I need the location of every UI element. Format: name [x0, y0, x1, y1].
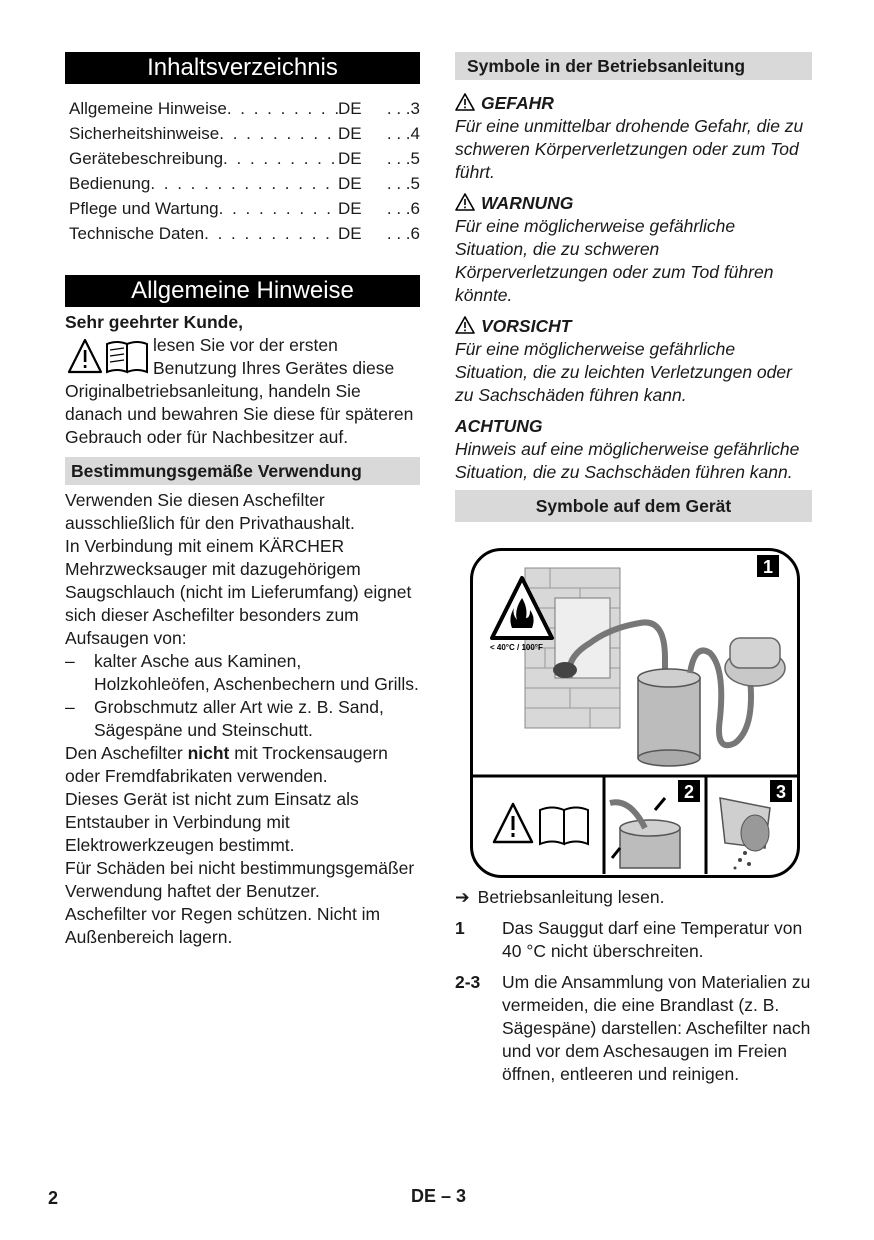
usage-p6: Aschefilter vor Regen schützen. Nicht im Außenbereich lagern.	[65, 904, 381, 947]
toc-entry[interactable]	[69, 146, 420, 171]
toc-entry-lang: DE	[338, 199, 362, 218]
device-symbol-item-1	[455, 917, 815, 963]
warnung-label: WARNUNG	[481, 193, 574, 213]
usage-p2: In Verbindung mit einem KÄRCHER Mehrzwecksauger mit dazugehörigem Saugschlauch (nicht im Lieferumfang) eignet sich dieser Aschefilter besonders zum Aufsaugen von:	[65, 536, 412, 648]
temperature-label: < 40°C / 100°F	[490, 643, 543, 652]
right-column	[455, 52, 812, 522]
toc-entry-label: Sicherheitshinweise	[69, 124, 220, 143]
symbols-manual-heading: Symbole in der Betriebsanleitung	[455, 52, 812, 80]
toc-entry-label: Allgemeine Hinweise	[69, 99, 227, 118]
toc-entry-label: Bedienung	[69, 174, 151, 193]
symbol-warnung	[455, 192, 812, 307]
panel-number-3: 3	[775, 782, 787, 802]
intro-block	[65, 334, 420, 449]
warning-icon	[455, 316, 475, 334]
toc-entry-page: . . .5	[386, 174, 420, 193]
warnung-text: Für eine möglicherweise gefährliche Situation, die zu schweren Körperverletzungen oder zum Tod führen könnte.	[455, 216, 774, 305]
arrow-right-icon: ➔	[455, 887, 470, 907]
list-item: – Grobschmutz aller Art wie z. B. Sand, Sägespäne und Steinschutt.	[65, 696, 420, 742]
toc-entry-label: Pflege und Wartung	[69, 199, 219, 218]
toc-entry-lang: DE	[338, 149, 362, 168]
list-item: – kalter Asche aus Kaminen, Holzkohleöfen, Aschenbechern und Grills.	[65, 650, 420, 696]
toc-entry[interactable]	[69, 121, 420, 146]
toc-entry-page: . . .4	[386, 124, 420, 143]
item-number: 2-3	[455, 972, 481, 992]
toc-entry-label: Gerätebeschreibung	[69, 149, 224, 168]
toc-entry-label: Technische Daten	[69, 224, 205, 243]
item-text: Das Sauggut darf eine Temperatur von 40 °C nicht überschreiten.	[502, 918, 803, 961]
page-label: DE – 3	[411, 1186, 467, 1206]
toc-entry-lang: DE	[338, 124, 362, 143]
toc-entry[interactable]	[69, 221, 420, 246]
usage-p1: Verwenden Sie diesen Aschefilter ausschließlich für den Privathaushalt.	[65, 490, 355, 533]
usage-list	[65, 650, 420, 742]
symbols-device-heading: Symbole auf dem Gerät	[455, 490, 812, 522]
greeting: Sehr geehrter Kunde,	[65, 312, 243, 332]
achtung-label: ACHTUNG	[455, 416, 543, 436]
toc-entry-page: . . .5	[386, 149, 420, 168]
symbol-gefahr	[455, 92, 812, 184]
symbol-vorsicht	[455, 315, 812, 407]
item-text: Um die Ansammlung von Materialien zu vermeiden, die eine Brandlast (z. B. Sägespäne) darstellen: Aschefilter nach und vor dem Aschesaugen im Freien öffnen, entleeren und reinigen.	[502, 972, 811, 1084]
panel-number-2: 2	[683, 782, 695, 802]
panel-number-1: 1	[762, 557, 774, 577]
usage-p4: Dieses Gerät ist nicht zum Einsatz als Entstauber in Verbindung mit Elektrowerkzeugen bestimmt.	[65, 789, 359, 855]
intro-text: lesen Sie vor der ersten Benutzung Ihres Gerätes diese Originalbetriebsanleitung, handeln Sie danach und bewahren Sie diese für späteren Gebrauch oder für Nachbesitzer auf.	[65, 335, 414, 447]
note-read-manual	[455, 886, 815, 909]
general-heading: Allgemeine Hinweise	[65, 275, 420, 307]
usage-p5: Für Schäden bei nicht bestimmungsgemäßer Verwendung haftet der Benutzer.	[65, 858, 415, 901]
usage-heading: Bestimmungsgemäße Verwendung	[65, 457, 420, 485]
toc-entry-lang: DE	[338, 99, 362, 118]
toc-entry[interactable]	[69, 96, 420, 121]
toc-entry-page: . . .3	[386, 99, 420, 118]
usage-section	[65, 489, 420, 949]
warning-read-manual-icon	[65, 336, 149, 376]
device-symbols-figure	[470, 548, 800, 878]
warning-icon	[455, 193, 475, 211]
toc-entry-lang: DE	[338, 174, 362, 193]
device-symbol-item-2-3	[455, 971, 815, 1086]
page-number-left: 2	[48, 1188, 59, 1208]
toc-entry-lang: DE	[338, 224, 362, 243]
note-text: Betriebsanleitung lesen.	[477, 887, 665, 907]
toc-heading: Inhaltsverzeichnis	[65, 52, 420, 84]
warning-icon	[455, 93, 475, 111]
gefahr-text: Für eine unmittelbar drohende Gefahr, die zu schweren Körperverletzungen oder zum Tod führt.	[455, 116, 804, 182]
left-column	[65, 52, 420, 949]
vorsicht-text: Für eine möglicherweise gefährliche Situation, die zu leichten Verletzungen oder zu Sachschäden führen kann.	[455, 339, 792, 405]
table-of-contents	[69, 96, 420, 246]
gefahr-label: GEFAHR	[481, 93, 554, 113]
usage-p3: Den Aschefilter nicht mit Trockensaugern oder Fremdfabrikaten verwenden.	[65, 743, 388, 786]
toc-entry-page: . . .6	[386, 224, 420, 243]
achtung-text: Hinweis auf eine möglicherweise gefährliche Situation, die zu Sachschäden führen kann.	[455, 439, 800, 482]
toc-entry-page: . . .6	[386, 199, 420, 218]
vorsicht-label: VORSICHT	[481, 316, 572, 336]
item-number: 1	[455, 918, 465, 938]
symbol-achtung	[455, 415, 812, 484]
toc-entry[interactable]	[69, 171, 420, 196]
toc-entry[interactable]	[69, 196, 420, 221]
